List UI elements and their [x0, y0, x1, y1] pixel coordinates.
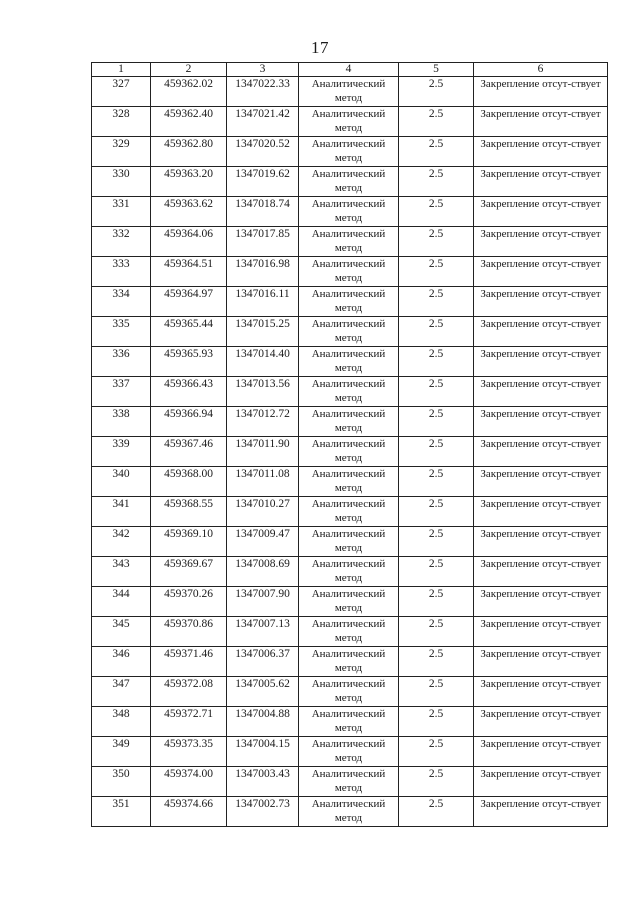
fixing-cell: Закрепление отсут-ствует	[474, 137, 608, 167]
x-coordinate-cell: 459363.62	[151, 197, 227, 227]
point-number-cell: 345	[92, 617, 151, 647]
point-number-cell: 351	[92, 797, 151, 827]
x-coordinate-cell: 459370.86	[151, 617, 227, 647]
method-cell: Аналитический метод	[299, 347, 399, 377]
fixing-cell: Закрепление отсут-ствует	[474, 167, 608, 197]
x-coordinate-cell: 459365.93	[151, 347, 227, 377]
table-row	[92, 557, 608, 587]
point-number-cell: 332	[92, 227, 151, 257]
y-coordinate-cell: 1347007.90	[227, 587, 299, 617]
x-coordinate-cell: 459362.80	[151, 137, 227, 167]
table-row	[92, 347, 608, 377]
table-row	[92, 197, 608, 227]
method-cell: Аналитический метод	[299, 107, 399, 137]
table-row	[92, 497, 608, 527]
accuracy-cell: 2.5	[399, 347, 474, 377]
accuracy-cell: 2.5	[399, 767, 474, 797]
accuracy-cell: 2.5	[399, 107, 474, 137]
table-row	[92, 167, 608, 197]
table-row	[92, 677, 608, 707]
fixing-cell: Закрепление отсут-ствует	[474, 317, 608, 347]
x-coordinate-cell: 459372.08	[151, 677, 227, 707]
y-coordinate-cell: 1347003.43	[227, 767, 299, 797]
method-cell: Аналитический метод	[299, 467, 399, 497]
fixing-cell: Закрепление отсут-ствует	[474, 617, 608, 647]
table-row	[92, 467, 608, 497]
y-coordinate-cell: 1347008.69	[227, 557, 299, 587]
point-number-cell: 349	[92, 737, 151, 767]
x-coordinate-cell: 459362.40	[151, 107, 227, 137]
fixing-cell: Закрепление отсут-ствует	[474, 557, 608, 587]
point-number-cell: 336	[92, 347, 151, 377]
y-coordinate-cell: 1347018.74	[227, 197, 299, 227]
table-row	[92, 437, 608, 467]
point-number-cell: 344	[92, 587, 151, 617]
method-cell: Аналитический метод	[299, 797, 399, 827]
point-number-cell: 343	[92, 557, 151, 587]
y-coordinate-cell: 1347009.47	[227, 527, 299, 557]
table-row	[92, 647, 608, 677]
x-coordinate-cell: 459372.71	[151, 707, 227, 737]
x-coordinate-cell: 459365.44	[151, 317, 227, 347]
method-cell: Аналитический метод	[299, 557, 399, 587]
method-cell: Аналитический метод	[299, 197, 399, 227]
point-number-cell: 346	[92, 647, 151, 677]
fixing-cell: Закрепление отсут-ствует	[474, 527, 608, 557]
x-coordinate-cell: 459369.10	[151, 527, 227, 557]
x-coordinate-cell: 459366.94	[151, 407, 227, 437]
fixing-cell: Закрепление отсут-ствует	[474, 287, 608, 317]
x-coordinate-cell: 459374.66	[151, 797, 227, 827]
x-coordinate-cell: 459370.26	[151, 587, 227, 617]
table-row	[92, 737, 608, 767]
x-coordinate-cell: 459364.06	[151, 227, 227, 257]
point-number-cell: 350	[92, 767, 151, 797]
table-row	[92, 377, 608, 407]
table-header-row	[92, 63, 608, 77]
x-coordinate-cell: 459364.51	[151, 257, 227, 287]
point-number-cell: 328	[92, 107, 151, 137]
point-number-cell: 342	[92, 527, 151, 557]
fixing-cell: Закрепление отсут-ствует	[474, 77, 608, 107]
y-coordinate-cell: 1347021.42	[227, 107, 299, 137]
fixing-cell: Закрепление отсут-ствует	[474, 257, 608, 287]
table-row	[92, 77, 608, 107]
table-row	[92, 137, 608, 167]
column-header-y: 3	[227, 63, 299, 77]
y-coordinate-cell: 1347016.11	[227, 287, 299, 317]
point-number-cell: 329	[92, 137, 151, 167]
y-coordinate-cell: 1347014.40	[227, 347, 299, 377]
y-coordinate-cell: 1347017.85	[227, 227, 299, 257]
table-row	[92, 257, 608, 287]
method-cell: Аналитический метод	[299, 587, 399, 617]
column-header-accuracy: 5	[399, 63, 474, 77]
y-coordinate-cell: 1347015.25	[227, 317, 299, 347]
y-coordinate-cell: 1347005.62	[227, 677, 299, 707]
column-header-x: 2	[151, 63, 227, 77]
x-coordinate-cell: 459371.46	[151, 647, 227, 677]
fixing-cell: Закрепление отсут-ствует	[474, 347, 608, 377]
fixing-cell: Закрепление отсут-ствует	[474, 707, 608, 737]
accuracy-cell: 2.5	[399, 287, 474, 317]
accuracy-cell: 2.5	[399, 797, 474, 827]
fixing-cell: Закрепление отсут-ствует	[474, 587, 608, 617]
fixing-cell: Закрепление отсут-ствует	[474, 437, 608, 467]
accuracy-cell: 2.5	[399, 77, 474, 107]
point-number-cell: 331	[92, 197, 151, 227]
accuracy-cell: 2.5	[399, 527, 474, 557]
method-cell: Аналитический метод	[299, 737, 399, 767]
coordinates-table	[91, 62, 608, 827]
accuracy-cell: 2.5	[399, 467, 474, 497]
accuracy-cell: 2.5	[399, 497, 474, 527]
y-coordinate-cell: 1347007.13	[227, 617, 299, 647]
fixing-cell: Закрепление отсут-ствует	[474, 497, 608, 527]
method-cell: Аналитический метод	[299, 767, 399, 797]
y-coordinate-cell: 1347012.72	[227, 407, 299, 437]
x-coordinate-cell: 459369.67	[151, 557, 227, 587]
accuracy-cell: 2.5	[399, 227, 474, 257]
accuracy-cell: 2.5	[399, 197, 474, 227]
y-coordinate-cell: 1347019.62	[227, 167, 299, 197]
fixing-cell: Закрепление отсут-ствует	[474, 467, 608, 497]
table-row	[92, 587, 608, 617]
method-cell: Аналитический метод	[299, 407, 399, 437]
point-number-cell: 337	[92, 377, 151, 407]
accuracy-cell: 2.5	[399, 137, 474, 167]
y-coordinate-cell: 1347002.73	[227, 797, 299, 827]
point-number-cell: 341	[92, 497, 151, 527]
accuracy-cell: 2.5	[399, 647, 474, 677]
point-number-cell: 339	[92, 437, 151, 467]
table-row	[92, 617, 608, 647]
table-row	[92, 407, 608, 437]
method-cell: Аналитический метод	[299, 527, 399, 557]
column-header-method: 4	[299, 63, 399, 77]
accuracy-cell: 2.5	[399, 257, 474, 287]
method-cell: Аналитический метод	[299, 647, 399, 677]
x-coordinate-cell: 459364.97	[151, 287, 227, 317]
fixing-cell: Закрепление отсут-ствует	[474, 677, 608, 707]
accuracy-cell: 2.5	[399, 617, 474, 647]
point-number-cell: 335	[92, 317, 151, 347]
y-coordinate-cell: 1347022.33	[227, 77, 299, 107]
table-row	[92, 707, 608, 737]
x-coordinate-cell: 459368.55	[151, 497, 227, 527]
point-number-cell: 347	[92, 677, 151, 707]
point-number-cell: 338	[92, 407, 151, 437]
accuracy-cell: 2.5	[399, 407, 474, 437]
method-cell: Аналитический метод	[299, 497, 399, 527]
table-row	[92, 767, 608, 797]
x-coordinate-cell: 459373.35	[151, 737, 227, 767]
fixing-cell: Закрепление отсут-ствует	[474, 197, 608, 227]
point-number-cell: 333	[92, 257, 151, 287]
method-cell: Аналитический метод	[299, 317, 399, 347]
method-cell: Аналитический метод	[299, 167, 399, 197]
x-coordinate-cell: 459366.43	[151, 377, 227, 407]
accuracy-cell: 2.5	[399, 707, 474, 737]
point-number-cell: 334	[92, 287, 151, 317]
method-cell: Аналитический метод	[299, 677, 399, 707]
column-header-point-number: 1	[92, 63, 151, 77]
table-row	[92, 317, 608, 347]
table-row	[92, 227, 608, 257]
accuracy-cell: 2.5	[399, 737, 474, 767]
table-row	[92, 527, 608, 557]
column-header-fixing: 6	[474, 63, 608, 77]
method-cell: Аналитический метод	[299, 77, 399, 107]
y-coordinate-cell: 1347011.08	[227, 467, 299, 497]
accuracy-cell: 2.5	[399, 437, 474, 467]
fixing-cell: Закрепление отсут-ствует	[474, 767, 608, 797]
table-row	[92, 287, 608, 317]
point-number-cell: 330	[92, 167, 151, 197]
point-number-cell: 327	[92, 77, 151, 107]
accuracy-cell: 2.5	[399, 677, 474, 707]
method-cell: Аналитический метод	[299, 617, 399, 647]
y-coordinate-cell: 1347013.56	[227, 377, 299, 407]
accuracy-cell: 2.5	[399, 587, 474, 617]
y-coordinate-cell: 1347004.88	[227, 707, 299, 737]
x-coordinate-cell: 459362.02	[151, 77, 227, 107]
accuracy-cell: 2.5	[399, 317, 474, 347]
y-coordinate-cell: 1347011.90	[227, 437, 299, 467]
fixing-cell: Закрепление отсут-ствует	[474, 227, 608, 257]
y-coordinate-cell: 1347020.52	[227, 137, 299, 167]
fixing-cell: Закрепление отсут-ствует	[474, 797, 608, 827]
x-coordinate-cell: 459363.20	[151, 167, 227, 197]
point-number-cell: 340	[92, 467, 151, 497]
method-cell: Аналитический метод	[299, 137, 399, 167]
fixing-cell: Закрепление отсут-ствует	[474, 737, 608, 767]
method-cell: Аналитический метод	[299, 287, 399, 317]
method-cell: Аналитический метод	[299, 707, 399, 737]
y-coordinate-cell: 1347006.37	[227, 647, 299, 677]
accuracy-cell: 2.5	[399, 557, 474, 587]
fixing-cell: Закрепление отсут-ствует	[474, 647, 608, 677]
table-body	[92, 77, 608, 827]
point-number-cell: 348	[92, 707, 151, 737]
accuracy-cell: 2.5	[399, 167, 474, 197]
table-row	[92, 107, 608, 137]
fixing-cell: Закрепление отсут-ствует	[474, 107, 608, 137]
x-coordinate-cell: 459374.00	[151, 767, 227, 797]
y-coordinate-cell: 1347016.98	[227, 257, 299, 287]
y-coordinate-cell: 1347004.15	[227, 737, 299, 767]
table-row	[92, 797, 608, 827]
y-coordinate-cell: 1347010.27	[227, 497, 299, 527]
x-coordinate-cell: 459368.00	[151, 467, 227, 497]
method-cell: Аналитический метод	[299, 377, 399, 407]
page-number: 17	[311, 38, 329, 57]
x-coordinate-cell: 459367.46	[151, 437, 227, 467]
method-cell: Аналитический метод	[299, 437, 399, 467]
fixing-cell: Закрепление отсут-ствует	[474, 407, 608, 437]
method-cell: Аналитический метод	[299, 227, 399, 257]
fixing-cell: Закрепление отсут-ствует	[474, 377, 608, 407]
accuracy-cell: 2.5	[399, 377, 474, 407]
method-cell: Аналитический метод	[299, 257, 399, 287]
